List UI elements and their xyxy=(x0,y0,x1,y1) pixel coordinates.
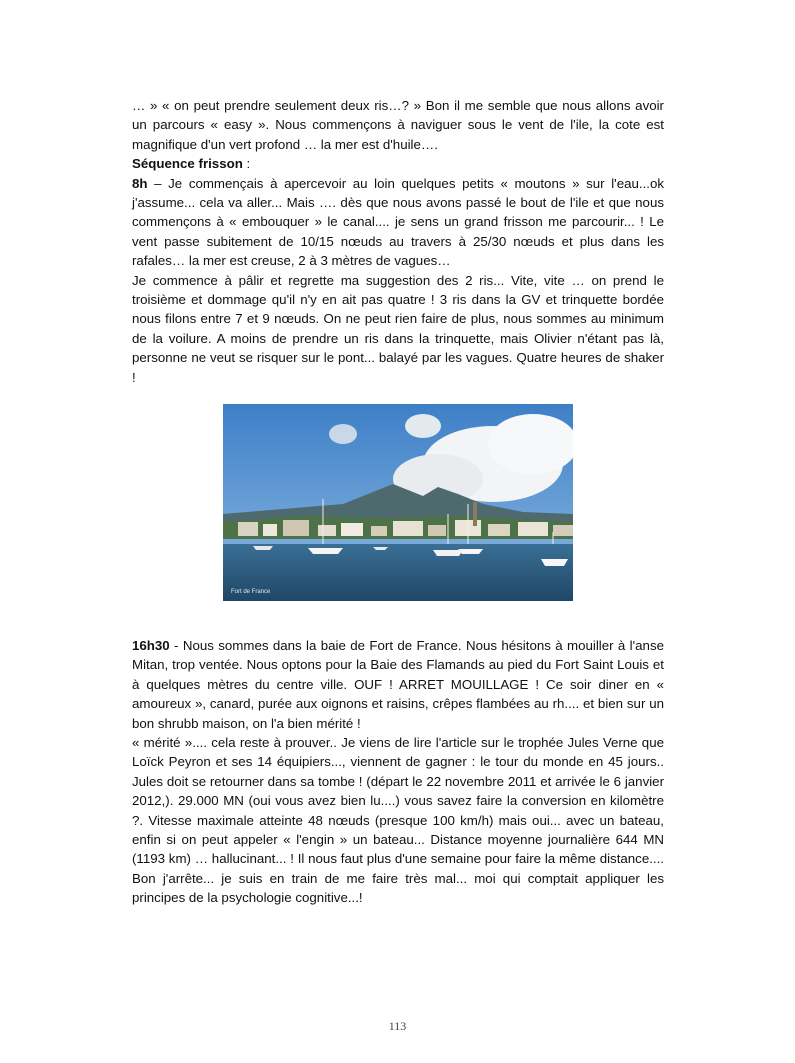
harbor-photo-drawing xyxy=(223,404,573,601)
paragraph-merite: « mérité ».... cela reste à prouver.. Je viens de lire l'article sur le trophée Jules Verne que Loïck Peyron et ses 14 équipiers..., viennent de gagner : le tour du monde en 45 jours.. Jules doit se retourner dans sa tombe ! (départ le 22 novembre 2011 et arrivée le 6 janvier 2012,). 29.000 MN (oui vous avez bien lu....) vous savez faire la conversion en kilomètre ?. Vitesse maximale atteinte 48 nœuds (presque 100 km/h) mais oui... avec un bateau, enfin si on peut appeler « l'engin » un bateau... Distance moyenne journalière 644 MN (1193 km) … hallucinant... ! Il nous faut plus d'une semaine pour faire la même distance.... Bon j'arrête... je suis en train de me faire très mal... moi qui comptait appliquer les principes de la psychologie cognitive...! xyxy=(132,735,664,906)
harbor-photo xyxy=(223,404,573,601)
heading-suffix: : xyxy=(242,156,251,172)
paragraph-16h30-text: - Nous sommes dans la baie de Fort de France. Nous hésitons à mouiller à l'anse Mitan, trop ventée. Nous optons pour la Baie des Flamands au pied du Fort Saint Louis et à quelques mètres du centre ville. OUF ! ARRET MOUILLAGE ! Ce soir diner en « amoureux », canard, purée aux oignons et raisins, crêpes flambées au rh.... et bien sur un bon shrubb maison, on l'a bien mérité ! xyxy=(132,638,664,731)
time-8h: 8h xyxy=(132,175,148,191)
photo-caption: Fort de France xyxy=(231,589,271,595)
page-number: 113 xyxy=(388,1019,407,1033)
section-heading: Séquence frisson xyxy=(132,156,243,172)
paragraph-16h30 xyxy=(132,636,664,733)
section-1 xyxy=(132,96,664,387)
intro-paragraph: … » « on peut prendre seulement deux ris…? » Bon il me semble que nous allons avoir un parcours « easy ». Nous commençons à naviguer sous le vent de l'ile, la cote est magnifique d'un vert profond … la mer est d'huile…. xyxy=(132,98,664,152)
paragraph-8h xyxy=(132,174,664,271)
paragraph-shaker: Je commence à pâlir et regrette ma suggestion des 2 ris... Vite, vite … on prend le troisième et dommage qu'il n'y en ait pas quatre ! 3 ris dans la GV et trinquette bordée nous filons entre 7 et 9 nœuds. On ne peut rien faire de plus, nous sommes au minimum de la voilure. A moins de prendre un ris dans la trinquette, mais Olivier n'étant pas là, personne ne veut se risquer sur le pont... balayé par les vagues. Quatre heures de shaker ! xyxy=(132,272,664,385)
heading-line xyxy=(132,154,664,173)
time-16h30: 16h30 xyxy=(132,638,170,653)
section-2 xyxy=(132,636,664,908)
paragraph-8h-text: – Je commençais à apercevoir au loin quelques petits « moutons » sur l'eau...ok j'assume... cela va aller... Mais …. dès que nous avons passé le bout de l'ile et que nous commençons à « embouquer » le canal.... je sens un grand frisson me parcourir... ! Le vent passe subitement de 10/15 nœuds au travers à 25/30 nœuds et plus dans les rafales… la mer est creuse, 2 à 3 mètres de vagues… xyxy=(132,175,664,269)
